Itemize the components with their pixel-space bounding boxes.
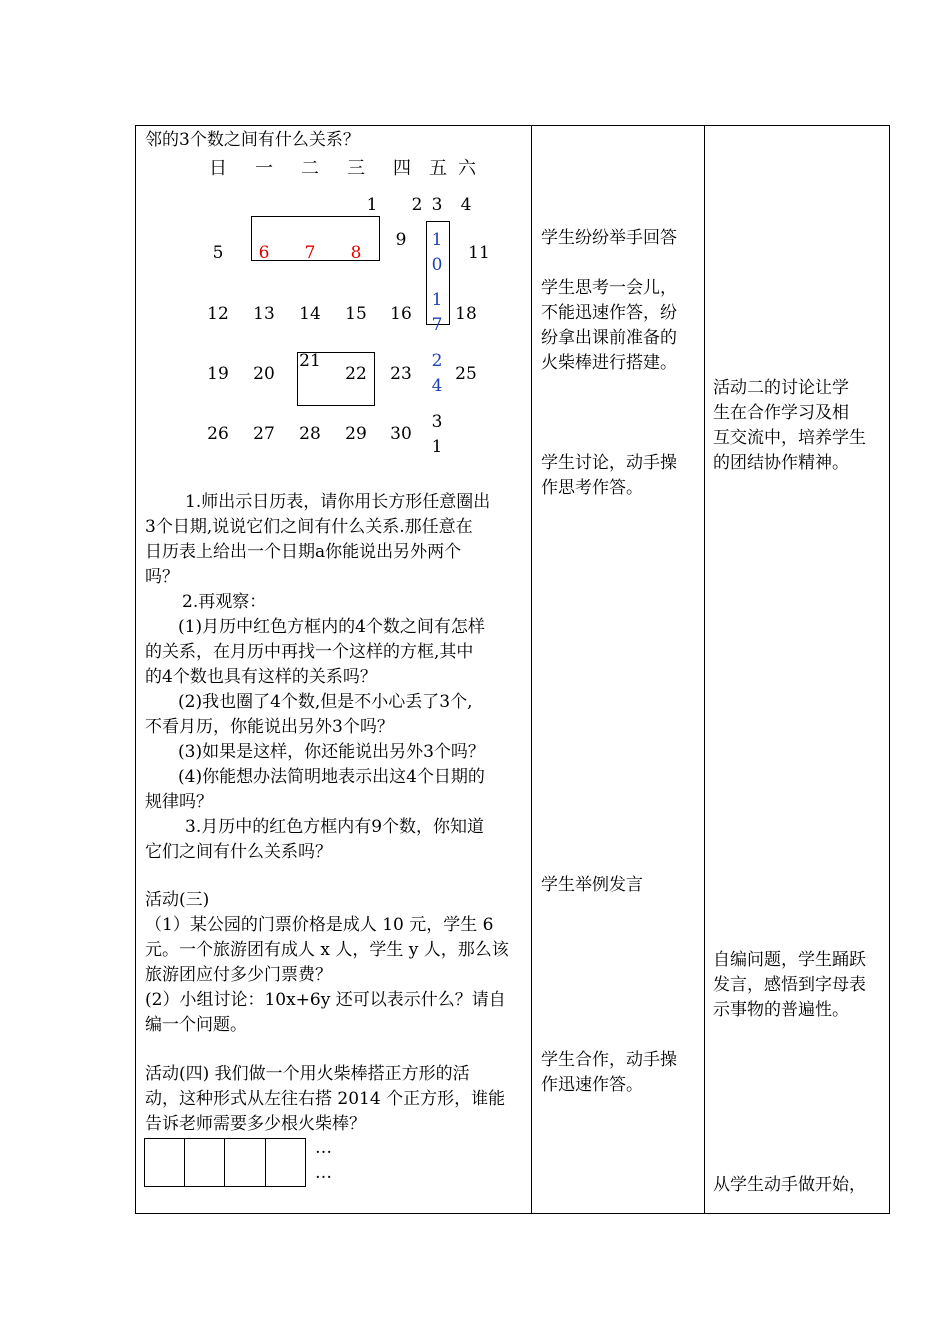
activity-3-line: 编一个问题。 <box>145 1015 247 1035</box>
calendar-day: 25 <box>455 364 477 384</box>
paragraph-6-line: 规律吗？ <box>145 792 213 812</box>
calendar-day-highlighted: 0 <box>431 255 443 275</box>
calendar-day: 4 <box>460 195 472 215</box>
calendar-day: 16 <box>390 304 412 324</box>
activity-4-line: 动，这种形式从左往右搭 2014 个正方形，谁能 <box>145 1089 506 1109</box>
calendar-day: 11 <box>468 243 490 263</box>
student-response-4: 学生举例发言 <box>541 875 643 895</box>
design-intent-2-line: 示事物的普遍性。 <box>713 1000 849 1020</box>
matchstick-square <box>224 1138 266 1187</box>
paragraph-3-line: 的关系，在月历中再找一个这样的方框,其中 <box>145 642 474 662</box>
calendar-header-tue: 二 <box>301 158 319 179</box>
activity-3-line: 旅游团应付多少门票费？ <box>145 965 332 985</box>
ellipsis: … <box>315 1138 332 1158</box>
calendar-day: 14 <box>299 304 321 324</box>
ellipsis: … <box>315 1163 332 1183</box>
calendar-header-wed: 三 <box>347 158 365 179</box>
calendar-day: 30 <box>390 424 412 444</box>
student-response-3-line: 作思考作答。 <box>541 478 643 498</box>
design-intent-1-line: 活动二的讨论让学 <box>713 378 849 398</box>
calendar-header-fri: 五 <box>429 158 447 179</box>
student-response-5-line: 作迅速作答。 <box>541 1075 643 1095</box>
paragraph-4-line: 不看月历，你能说出另外3个吗？ <box>145 717 394 737</box>
activity-3-line: (2）小组讨论：10x+6y 还可以表示什么？请自 <box>145 990 506 1010</box>
student-response-3-line: 学生讨论，动手操 <box>541 453 677 473</box>
calendar-day: 27 <box>253 424 275 444</box>
calendar-day: 22 <box>345 364 367 384</box>
calendar-day: 2 <box>411 195 423 215</box>
calendar-day: 1 <box>366 195 378 215</box>
design-intent-3: 从学生动手做开始， <box>713 1175 866 1195</box>
activity-3-line: 元。一个旅游团有成人 x 人，学生 y 人，那么该 <box>145 940 509 960</box>
paragraph-1-line: 日历表上给出一个日期a你能说出另外两个 <box>145 542 462 562</box>
paragraph-5: (3)如果是这样，你还能说出另外3个吗？ <box>178 742 485 762</box>
paragraph-1-line: 1.师出示日历表，请你用长方形任意圈出 <box>185 492 491 512</box>
calendar-day: 3 <box>431 412 443 432</box>
calendar-day: 29 <box>345 424 367 444</box>
calendar-day-highlighted: 2 <box>431 351 443 371</box>
paragraph-7-line: 3.月历中的红色方框内有9个数，你知道 <box>185 817 485 837</box>
calendar-day: 1 <box>431 437 443 457</box>
calendar-header-mon: 一 <box>255 158 273 179</box>
calendar-day-highlighted: 8 <box>350 243 362 263</box>
calendar-day: 26 <box>207 424 229 444</box>
paragraph-7-line: 它们之间有什么关系吗？ <box>145 842 332 862</box>
top-line: 邻的3个数之间有什么关系？ <box>145 130 360 150</box>
design-intent-2-line: 发言，感悟到字母表 <box>713 975 866 995</box>
student-response-2-line: 火柴棒进行搭建。 <box>541 353 677 373</box>
calendar-day: 18 <box>455 304 477 324</box>
calendar-day: 21 <box>299 351 321 371</box>
activity-4-line: 活动(四) 我们做一个用火柴棒搭正方形的活 <box>145 1064 470 1084</box>
paragraph-1-line: 吗？ <box>145 567 179 587</box>
paragraph-3-line: (1)月历中红色方框内的4个数之间有怎样 <box>178 617 485 637</box>
calendar-day-highlighted: 4 <box>431 376 443 396</box>
paragraph-2: 2.再观察： <box>182 592 267 612</box>
calendar-header-thu: 四 <box>393 158 411 179</box>
calendar-header-sun: 日 <box>209 158 227 179</box>
matchstick-square <box>144 1138 185 1187</box>
calendar-day-highlighted: 1 <box>431 290 443 310</box>
column-divider-2 <box>704 126 705 1213</box>
calendar-day: 13 <box>253 304 275 324</box>
calendar-day: 20 <box>253 364 275 384</box>
student-response-2-line: 学生思考一会儿， <box>541 278 677 298</box>
paragraph-4-line: (2)我也圈了4个数,但是不小心丢了3个, <box>178 692 473 712</box>
calendar-day: 19 <box>207 364 229 384</box>
calendar-day: 12 <box>207 304 229 324</box>
calendar-day: 3 <box>431 195 443 215</box>
activity-3-line: （1）某公园的门票价格是成人 10 元，学生 6 <box>145 915 494 935</box>
matchstick-square <box>265 1138 306 1187</box>
paragraph-1-line: 3个日期,说说它们之间有什么关系.那任意在 <box>145 517 473 537</box>
calendar-day: 5 <box>212 243 224 263</box>
calendar-day-highlighted: 7 <box>304 243 316 263</box>
activity-3-title: 活动(三) <box>145 890 210 910</box>
design-intent-1-line: 生在合作学习及相 <box>713 403 849 423</box>
calendar-day: 9 <box>395 230 407 250</box>
calendar-day-highlighted: 1 <box>431 230 443 250</box>
student-response-5-line: 学生合作，动手操 <box>541 1050 677 1070</box>
column-divider-1 <box>531 126 532 1213</box>
calendar-day: 15 <box>345 304 367 324</box>
design-intent-1-line: 的团结协作精神。 <box>713 453 849 473</box>
student-response-2-line: 纷拿出课前准备的 <box>541 328 677 348</box>
calendar-day: 23 <box>390 364 412 384</box>
student-response-2-line: 不能迅速作答，纷 <box>541 303 677 323</box>
calendar-day-highlighted: 6 <box>258 243 270 263</box>
calendar-header-sat: 六 <box>458 158 476 179</box>
paragraph-6-line: (4)你能想办法简明地表示出这4个日期的 <box>178 767 485 787</box>
student-response-1: 学生纷纷举手回答 <box>541 228 677 248</box>
design-intent-2-line: 自编问题，学生踊跃 <box>713 950 866 970</box>
matchstick-square <box>184 1138 225 1187</box>
paragraph-3-line: 的4个数也具有这样的关系吗？ <box>145 667 377 687</box>
design-intent-1-line: 互交流中，培养学生 <box>713 428 866 448</box>
calendar-day-highlighted: 7 <box>431 315 443 335</box>
activity-4-line: 告诉老师需要多少根火柴棒？ <box>145 1114 366 1134</box>
calendar-day: 28 <box>299 424 321 444</box>
